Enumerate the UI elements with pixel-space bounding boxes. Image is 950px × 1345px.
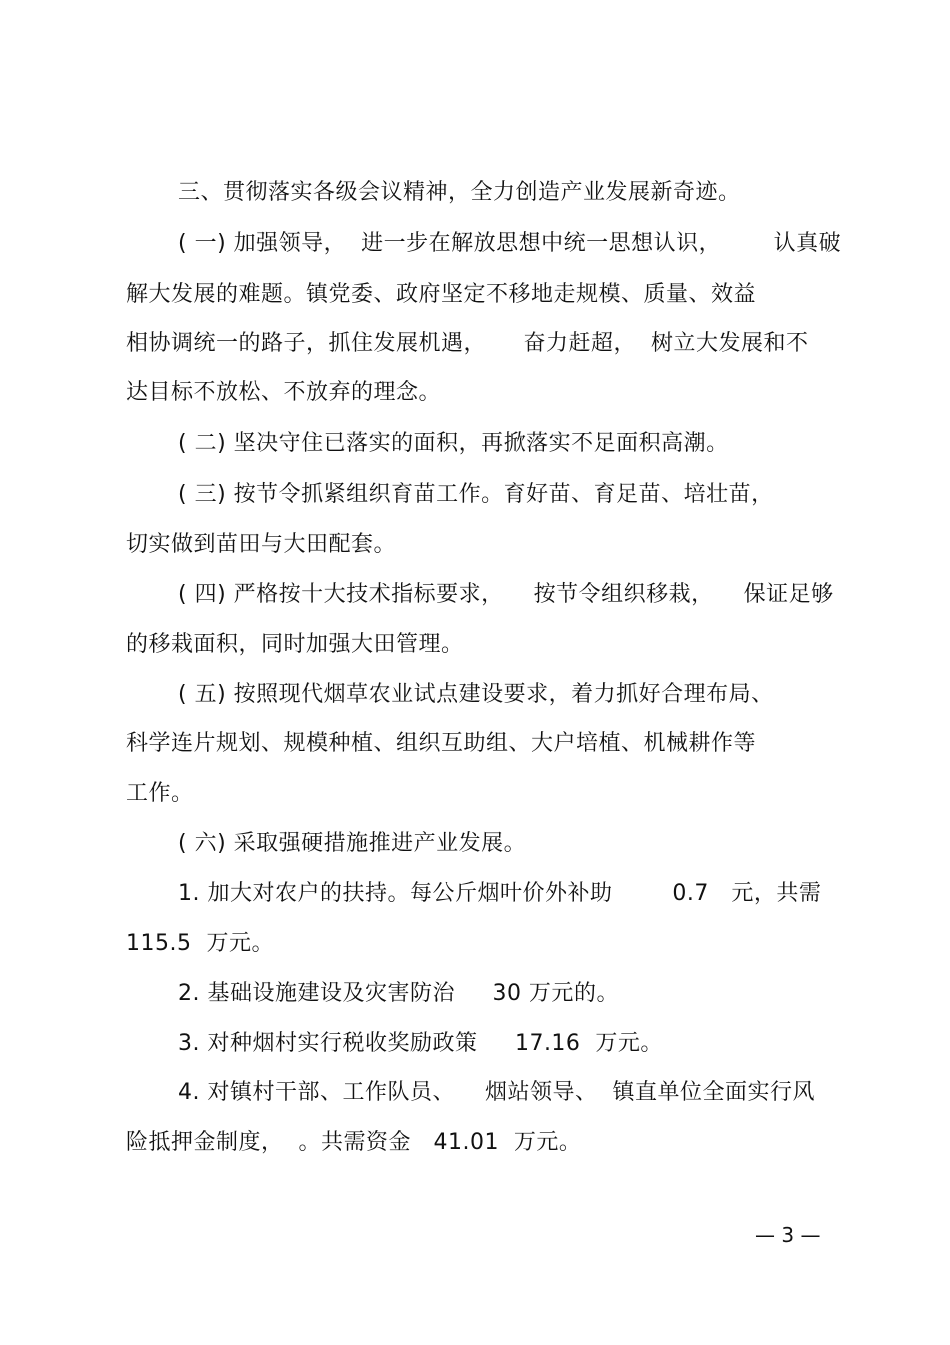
paragraph-line: 切实做到苗田与大田配套。 [126,532,397,557]
paragraph-line: ( 四) 严格按十大技术指标要求， 按节令组织移栽， 保证足够 [178,582,834,607]
paragraph-line: ( 二) 坚决守住已落实的面积，再掀落实不足面积高潮。 [178,431,729,456]
paragraph-line: 险抵押金制度， 。共需资金 41.01 万元。 [126,1130,582,1155]
paragraph-line: 解大发展的难题。镇党委、政府坚定不移地走规模、质量、效益 [126,282,757,307]
paragraph-line: ( 五) 按照现代烟草农业试点建设要求，着力抓好合理布局、 [178,682,774,707]
paragraph-line: 科学连片规划、规模种植、组织互助组、大户培植、机械耕作等 [126,731,757,756]
paragraph-line: 2. 基础设施建设及灾害防治 30 万元的。 [178,981,619,1006]
section-heading: 三、贯彻落实各级会议精神，全力创造产业发展新奇迹。 [178,180,741,205]
paragraph-line: 相协调统一的路子，抓住发展机遇， 奋力赶超， 树立大发展和不 [126,331,809,356]
paragraph-line: 达目标不放松、不放弃的理念。 [126,380,442,405]
paragraph-line: ( 三) 按节令抓紧组织育苗工作。育好苗、育足苗、培壮苗， [178,482,774,507]
paragraph-line: 的移栽面积，同时加强大田管理。 [126,632,464,657]
paragraph-line: ( 一) 加强领导， 进一步在解放思想中统一思想认识， 认真破 [178,231,842,256]
paragraph-line: ( 六) 采取强硬措施推进产业发展。 [178,831,527,856]
paragraph-line: 1. 加大对农户的扶持。每公斤烟叶价外补助 0.7 元，共需 [178,881,822,906]
paragraph-line: 4. 对镇村干部、工作队员、 烟站领导、 镇直单位全面实行风 [178,1080,815,1105]
page-number: — 3 — [755,1223,821,1247]
paragraph-line: 115.5 万元。 [126,931,274,956]
paragraph-line: 工作。 [126,781,194,806]
paragraph-line: 3. 对种烟村实行税收奖励政策 17.16 万元。 [178,1031,663,1056]
